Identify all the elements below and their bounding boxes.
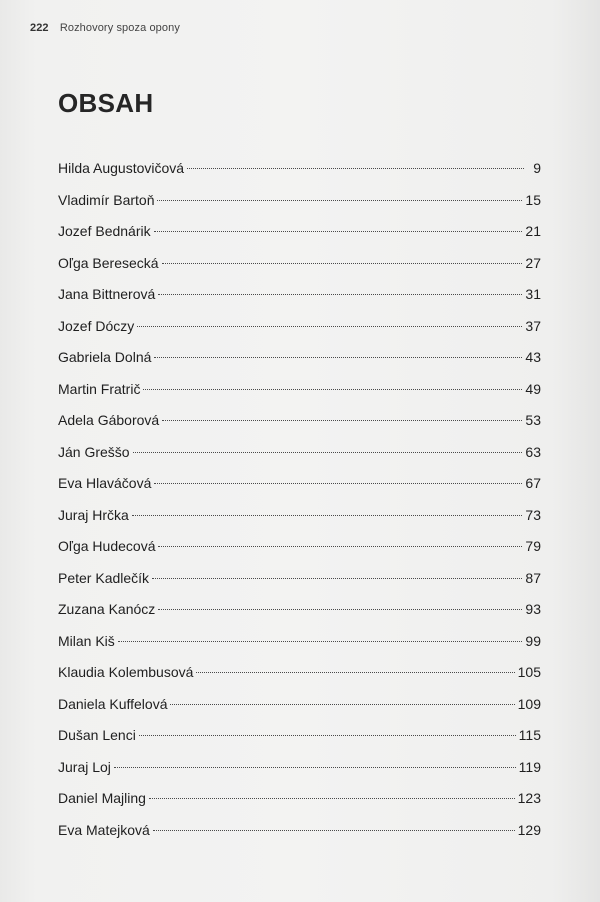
toc-entry — [58, 250, 541, 282]
toc-entry-name: Klaudia Kolembusová — [58, 664, 194, 680]
toc-entry-name: Juraj Hrčka — [58, 506, 129, 523]
dot-leader — [158, 546, 522, 547]
toc-entry-name: Oľga Beresecká — [58, 254, 159, 271]
toc-entry-name: Hilda Augustovičová — [58, 160, 185, 176]
dot-leader — [118, 641, 523, 642]
toc-entry-name: Daniel Majling — [58, 790, 146, 806]
toc-entry-page: 99 — [525, 632, 541, 649]
toc-entry-name: Eva Matejková — [58, 821, 150, 838]
toc-entry-page: 43 — [525, 349, 541, 365]
toc-entry-name: Jozef Bednárik — [58, 223, 151, 239]
toc-entry-page: 87 — [525, 569, 541, 586]
toc-entry — [58, 817, 541, 849]
book-title: Rozhovory spoza opony — [59, 22, 180, 34]
toc-entry-name: Ján Greššo — [58, 443, 130, 460]
toc-entry-page: 67 — [525, 475, 541, 491]
toc-entry-page: 73 — [525, 506, 541, 523]
dot-leader — [158, 294, 522, 295]
toc-entry-page: 63 — [525, 443, 541, 460]
dot-leader — [162, 420, 522, 421]
toc-entry — [58, 439, 541, 471]
toc-entry — [58, 502, 541, 534]
toc-entry-page: 9 — [533, 160, 541, 176]
toc-entry-page: 109 — [517, 695, 541, 712]
dot-leader — [143, 389, 522, 390]
toc-entry-name: Oľga Hudecová — [58, 538, 156, 554]
table-of-contents — [58, 155, 541, 848]
toc-entry-name: Juraj Loj — [58, 758, 111, 775]
toc-entry — [58, 596, 541, 628]
dot-leader — [139, 735, 516, 736]
toc-entry-name: Daniela Kuffelová — [58, 695, 168, 712]
toc-entry-name: Vladimír Bartoň — [58, 191, 155, 208]
toc-entry-name: Eva Hlaváčová — [58, 475, 152, 491]
dot-leader — [157, 200, 522, 201]
toc-entry — [58, 218, 541, 250]
dot-leader — [162, 263, 523, 264]
toc-entry — [58, 659, 541, 691]
toc-entry-page: 37 — [525, 317, 541, 334]
toc-entry-page: 53 — [525, 412, 541, 428]
toc-entry — [58, 691, 541, 723]
toc-entry-name: Zuzana Kanócz — [58, 601, 156, 617]
dot-leader — [133, 452, 523, 453]
toc-entry-name: Gabriela Dolná — [58, 349, 152, 365]
toc-entry-name: Milan Kiš — [58, 632, 115, 649]
toc-entry-name: Adela Gáborová — [58, 412, 160, 428]
toc-entry-page: 21 — [525, 223, 541, 239]
toc-entry-page: 49 — [525, 380, 541, 397]
toc-entry-page: 79 — [525, 538, 541, 554]
dot-leader — [132, 515, 523, 516]
toc-entry — [58, 785, 541, 817]
dot-leader — [152, 578, 522, 579]
toc-entry — [58, 187, 541, 219]
toc-entry — [58, 722, 541, 754]
toc-entry-page: 119 — [518, 758, 541, 775]
toc-entry-name: Peter Kadlečík — [58, 569, 150, 586]
toc-entry — [58, 313, 541, 345]
toc-entry-name: Jozef Dóczy — [58, 317, 135, 334]
toc-entry-page: 129 — [517, 821, 541, 838]
dot-leader — [153, 830, 515, 831]
toc-entry-page: 27 — [525, 254, 541, 271]
dot-leader — [187, 168, 524, 169]
toc-entry — [58, 628, 541, 660]
dot-leader — [170, 704, 514, 705]
toc-entry-name: Martin Fratrič — [58, 380, 141, 397]
dot-leader — [137, 326, 522, 327]
page-number: 222 — [30, 22, 49, 34]
toc-entry-page: 31 — [525, 286, 541, 302]
dot-leader — [154, 357, 522, 358]
dot-leader — [154, 231, 523, 232]
toc-entry — [58, 344, 541, 376]
toc-entry-page: 15 — [525, 191, 541, 208]
toc-entry — [58, 407, 541, 439]
page-title: OBSAH — [58, 88, 154, 118]
dot-leader — [158, 609, 522, 610]
toc-entry-page: 123 — [517, 790, 541, 806]
toc-entry-page: 105 — [517, 664, 541, 680]
toc-entry — [58, 376, 541, 408]
toc-entry — [58, 533, 541, 565]
toc-entry-name: Dušan Lenci — [58, 727, 136, 743]
dot-leader — [149, 798, 515, 799]
toc-entry — [58, 470, 541, 502]
dot-leader — [154, 483, 522, 484]
toc-entry-page: 115 — [518, 727, 541, 743]
toc-entry — [58, 281, 541, 313]
toc-entry-page: 93 — [525, 601, 541, 617]
toc-entry — [58, 565, 541, 597]
toc-entry-name: Jana Bittnerová — [58, 286, 156, 302]
running-head — [30, 22, 180, 34]
toc-entry — [58, 155, 541, 187]
dot-leader — [114, 767, 516, 768]
dot-leader — [196, 672, 514, 673]
toc-entry — [58, 754, 541, 786]
